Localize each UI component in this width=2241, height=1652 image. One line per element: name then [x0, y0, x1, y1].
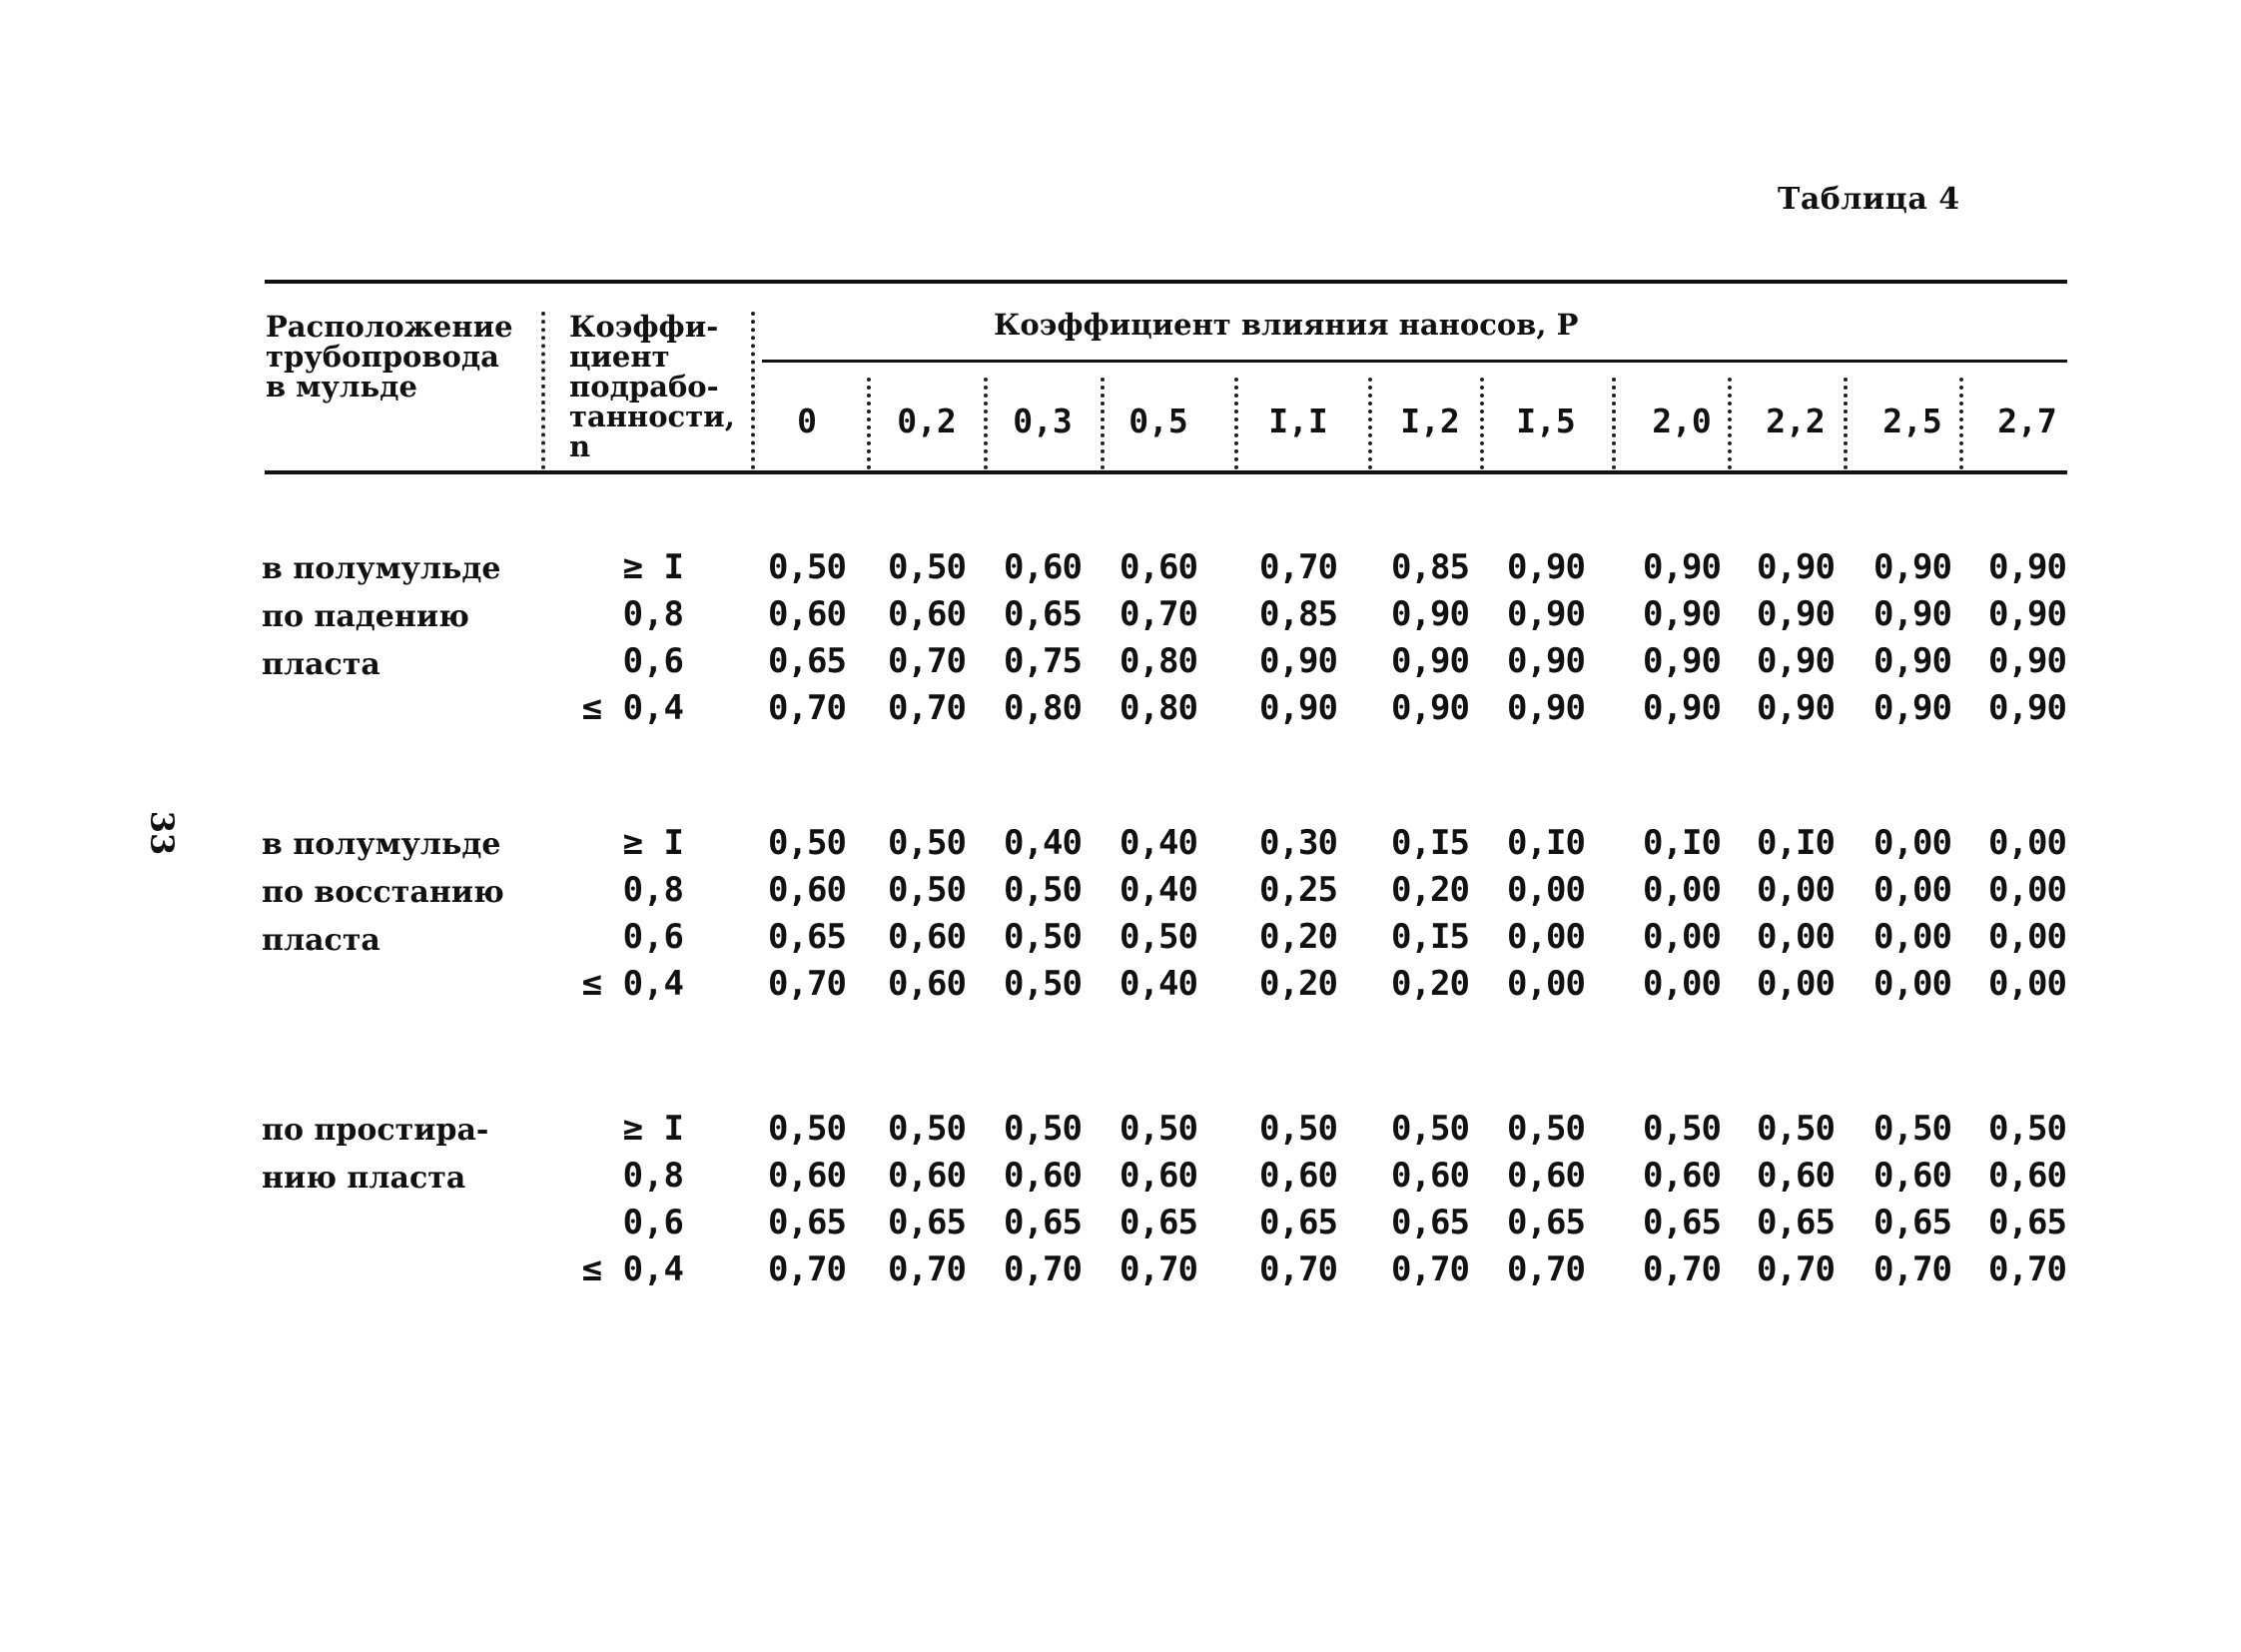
value-cell: 0,50	[768, 547, 846, 587]
value-cell: 0,70	[1259, 1249, 1337, 1289]
page-number: 33	[143, 810, 182, 856]
table-row	[0, 870, 2241, 918]
subsidence-coefficient-cell: 0,6	[622, 917, 684, 957]
value-cell: 0,00	[1988, 964, 2066, 1004]
p-value-header: 2,2	[1766, 402, 1826, 440]
value-cell: 0,90	[1757, 594, 1835, 634]
value-cell: 0,50	[1120, 1109, 1197, 1149]
value-cell: 0,50	[1120, 917, 1197, 957]
value-cell: 0,70	[768, 1249, 846, 1289]
value-cell: 0,70	[1873, 1249, 1951, 1289]
value-cell: 0,50	[768, 823, 846, 863]
value-cell: 0,65	[888, 1203, 966, 1242]
value-cell: 0,00	[1757, 964, 1835, 1004]
p-value-header: 0,5	[1128, 402, 1188, 440]
subsidence-coefficient-cell: 0,8	[622, 1156, 684, 1196]
column-separator	[867, 378, 871, 469]
value-cell: 0,70	[888, 688, 966, 728]
subsidence-coefficient-cell: ≥ I	[622, 547, 684, 587]
value-cell: 0,65	[1120, 1203, 1197, 1242]
subsidence-coefficient-cell: ≥ I	[622, 1109, 684, 1149]
p-value-header: 0,2	[897, 402, 957, 440]
influence-group-header: Коэффициент влияния наносов, P	[994, 308, 1579, 342]
value-cell: 0,60	[1120, 547, 1197, 587]
value-cell: 0,90	[1643, 547, 1721, 587]
column-separator	[1101, 378, 1105, 469]
value-cell: 0,90	[1391, 594, 1469, 634]
value-cell: 0,00	[1988, 870, 2066, 910]
value-cell: 0,90	[1873, 688, 1951, 728]
table-top-rule	[265, 280, 2067, 284]
value-cell: 0,90	[1873, 547, 1951, 587]
value-cell: 0,65	[1757, 1203, 1835, 1242]
value-cell: 0,90	[1873, 594, 1951, 634]
value-cell: 0,60	[1120, 1156, 1197, 1196]
value-cell: 0,80	[1120, 688, 1197, 728]
value-cell: 0,50	[888, 1109, 966, 1149]
group-label: в полумульде по падению пласта	[262, 551, 501, 682]
value-cell: 0,50	[1259, 1109, 1337, 1149]
column-separator	[1368, 378, 1372, 469]
value-cell: 0,50	[1004, 964, 1082, 1004]
value-cell: 0,65	[768, 1203, 846, 1242]
value-cell: 0,65	[1391, 1203, 1469, 1242]
column-separator	[1234, 378, 1238, 469]
value-cell: 0,00	[1757, 870, 1835, 910]
value-cell: 0,50	[1004, 1109, 1082, 1149]
value-cell: 0,65	[1004, 1203, 1082, 1242]
subsidence-coefficient-cell: ≤ 0,4	[581, 1249, 684, 1289]
value-cell: 0,00	[1873, 870, 1951, 910]
table-row	[0, 594, 2241, 642]
group-label: по простира- нию пласта	[262, 1113, 489, 1196]
value-cell: 0,65	[1004, 594, 1082, 634]
value-cell: 0,30	[1259, 823, 1337, 863]
value-cell: 0,70	[888, 641, 966, 681]
value-cell: 0,50	[888, 547, 966, 587]
value-cell: 0,60	[888, 964, 966, 1004]
table-row	[0, 547, 2241, 595]
p-value-header: I,2	[1400, 402, 1460, 440]
value-cell: 0,90	[1643, 641, 1721, 681]
subsidence-coefficient-cell: ≥ I	[622, 823, 684, 863]
value-cell: 0,90	[1507, 688, 1585, 728]
p-value-header: 0,3	[1013, 402, 1073, 440]
column-separator	[1612, 378, 1616, 469]
value-cell: 0,60	[768, 1156, 846, 1196]
value-cell: 0,40	[1120, 823, 1197, 863]
value-cell: 0,70	[1120, 594, 1197, 634]
value-cell: 0,50	[1507, 1109, 1585, 1149]
value-cell: 0,50	[888, 823, 966, 863]
table-row	[0, 917, 2241, 965]
value-cell: 0,00	[1873, 964, 1951, 1004]
p-value-header: 0	[797, 402, 817, 440]
coefficient-header: Коэффи- циент подрабо- танности, n	[569, 310, 735, 463]
value-cell: 0,00	[1507, 917, 1585, 957]
table-label: Таблица 4	[1778, 182, 1960, 217]
value-cell: 0,90	[1643, 594, 1721, 634]
column-separator	[984, 378, 988, 469]
value-cell: 0,50	[1391, 1109, 1469, 1149]
p-value-header: I,5	[1516, 402, 1576, 440]
value-cell: 0,70	[1507, 1249, 1585, 1289]
value-cell: 0,00	[1757, 917, 1835, 957]
value-cell: 0,70	[1391, 1249, 1469, 1289]
value-cell: 0,60	[1988, 1156, 2066, 1196]
value-cell: 0,65	[768, 917, 846, 957]
value-cell: 0,00	[1873, 917, 1951, 957]
value-cell: 0,85	[1391, 547, 1469, 587]
header-bottom-rule	[265, 470, 2067, 474]
table-row	[0, 1156, 2241, 1204]
value-cell: 0,90	[1988, 594, 2066, 634]
location-header: Расположение трубопровода в мульде	[266, 310, 513, 404]
subsidence-coefficient-cell: ≤ 0,4	[581, 688, 684, 728]
value-cell: 0,60	[888, 1156, 966, 1196]
subsidence-coefficient-cell: 0,8	[622, 594, 684, 634]
value-cell: 0,60	[888, 594, 966, 634]
value-cell: 0,50	[1643, 1109, 1721, 1149]
value-cell: 0,40	[1120, 870, 1197, 910]
value-cell: 0,65	[1643, 1203, 1721, 1242]
value-cell: 0,90	[1757, 688, 1835, 728]
value-cell: 0,40	[1004, 823, 1082, 863]
subsidence-coefficient-cell: ≤ 0,4	[581, 964, 684, 1004]
table-row	[0, 1249, 2241, 1297]
value-cell: 0,90	[1507, 641, 1585, 681]
value-cell: 0,50	[888, 870, 966, 910]
table-row	[0, 823, 2241, 871]
value-cell: 0,20	[1391, 964, 1469, 1004]
value-cell: 0,60	[1259, 1156, 1337, 1196]
value-cell: 0,75	[1004, 641, 1082, 681]
value-cell: 0,70	[768, 688, 846, 728]
value-cell: 0,00	[1988, 823, 2066, 863]
value-cell: 0,80	[1120, 641, 1197, 681]
value-cell: 0,I0	[1757, 823, 1835, 863]
value-cell: 0,70	[1643, 1249, 1721, 1289]
header-mid-rule	[762, 360, 2067, 363]
value-cell: 0,00	[1507, 964, 1585, 1004]
p-value-header: 2,5	[1882, 402, 1942, 440]
value-cell: 0,00	[1643, 917, 1721, 957]
value-cell: 0,60	[1757, 1156, 1835, 1196]
value-cell: 0,60	[768, 870, 846, 910]
p-value-header: I,I	[1268, 402, 1328, 440]
value-cell: 0,70	[1757, 1249, 1835, 1289]
value-cell: 0,00	[1873, 823, 1951, 863]
value-cell: 0,90	[1259, 641, 1337, 681]
value-cell: 0,65	[768, 641, 846, 681]
value-cell: 0,85	[1259, 594, 1337, 634]
value-cell: 0,00	[1988, 917, 2066, 957]
value-cell: 0,60	[1391, 1156, 1469, 1196]
value-cell: 0,90	[1507, 547, 1585, 587]
value-cell: 0,90	[1643, 688, 1721, 728]
value-cell: 0,60	[888, 917, 966, 957]
table-row	[0, 1203, 2241, 1250]
value-cell: 0,80	[1004, 688, 1082, 728]
table-row	[0, 688, 2241, 736]
value-cell: 0,00	[1643, 870, 1721, 910]
value-cell: 0,50	[768, 1109, 846, 1149]
value-cell: 0,50	[1004, 870, 1082, 910]
value-cell: 0,I0	[1643, 823, 1721, 863]
value-cell: 0,60	[1873, 1156, 1951, 1196]
column-separator	[1480, 378, 1484, 469]
value-cell: 0,50	[1873, 1109, 1951, 1149]
value-cell: 0,65	[1259, 1203, 1337, 1242]
value-cell: 0,65	[1988, 1203, 2066, 1242]
value-cell: 0,60	[768, 594, 846, 634]
value-cell: 0,90	[1391, 688, 1469, 728]
value-cell: 0,90	[1988, 547, 2066, 587]
value-cell: 0,90	[1757, 547, 1835, 587]
subsidence-coefficient-cell: 0,6	[622, 641, 684, 681]
value-cell: 0,70	[1120, 1249, 1197, 1289]
value-cell: 0,60	[1643, 1156, 1721, 1196]
value-cell: 0,I5	[1391, 917, 1469, 957]
table-row	[0, 1109, 2241, 1157]
subsidence-coefficient-cell: 0,8	[622, 870, 684, 910]
value-cell: 0,60	[1004, 1156, 1082, 1196]
value-cell: 0,40	[1120, 964, 1197, 1004]
value-cell: 0,25	[1259, 870, 1337, 910]
value-cell: 0,70	[1259, 547, 1337, 587]
group-label: в полумульде по восстанию пласта	[262, 827, 504, 958]
p-value-header: 2,0	[1652, 402, 1712, 440]
value-cell: 0,I5	[1391, 823, 1469, 863]
value-cell: 0,90	[1757, 641, 1835, 681]
value-cell: 0,90	[1391, 641, 1469, 681]
value-cell: 0,60	[1004, 547, 1082, 587]
value-cell: 0,00	[1643, 964, 1721, 1004]
column-separator	[751, 312, 755, 469]
value-cell: 0,70	[768, 964, 846, 1004]
table-row	[0, 641, 2241, 689]
value-cell: 0,70	[1004, 1249, 1082, 1289]
table-row	[0, 964, 2241, 1012]
p-value-header: 2,7	[1997, 402, 2057, 440]
value-cell: 0,20	[1391, 870, 1469, 910]
value-cell: 0,90	[1259, 688, 1337, 728]
value-cell: 0,00	[1507, 870, 1585, 910]
value-cell: 0,50	[1988, 1109, 2066, 1149]
column-separator	[541, 312, 545, 469]
subsidence-coefficient-cell: 0,6	[622, 1203, 684, 1242]
value-cell: 0,20	[1259, 917, 1337, 957]
value-cell: 0,90	[1988, 641, 2066, 681]
value-cell: 0,20	[1259, 964, 1337, 1004]
value-cell: 0,65	[1873, 1203, 1951, 1242]
value-cell: 0,I0	[1507, 823, 1585, 863]
value-cell: 0,60	[1507, 1156, 1585, 1196]
value-cell: 0,50	[1757, 1109, 1835, 1149]
value-cell: 0,90	[1988, 688, 2066, 728]
value-cell: 0,65	[1507, 1203, 1585, 1242]
value-cell: 0,70	[888, 1249, 966, 1289]
value-cell: 0,90	[1507, 594, 1585, 634]
value-cell: 0,90	[1873, 641, 1951, 681]
value-cell: 0,50	[1004, 917, 1082, 957]
value-cell: 0,70	[1988, 1249, 2066, 1289]
